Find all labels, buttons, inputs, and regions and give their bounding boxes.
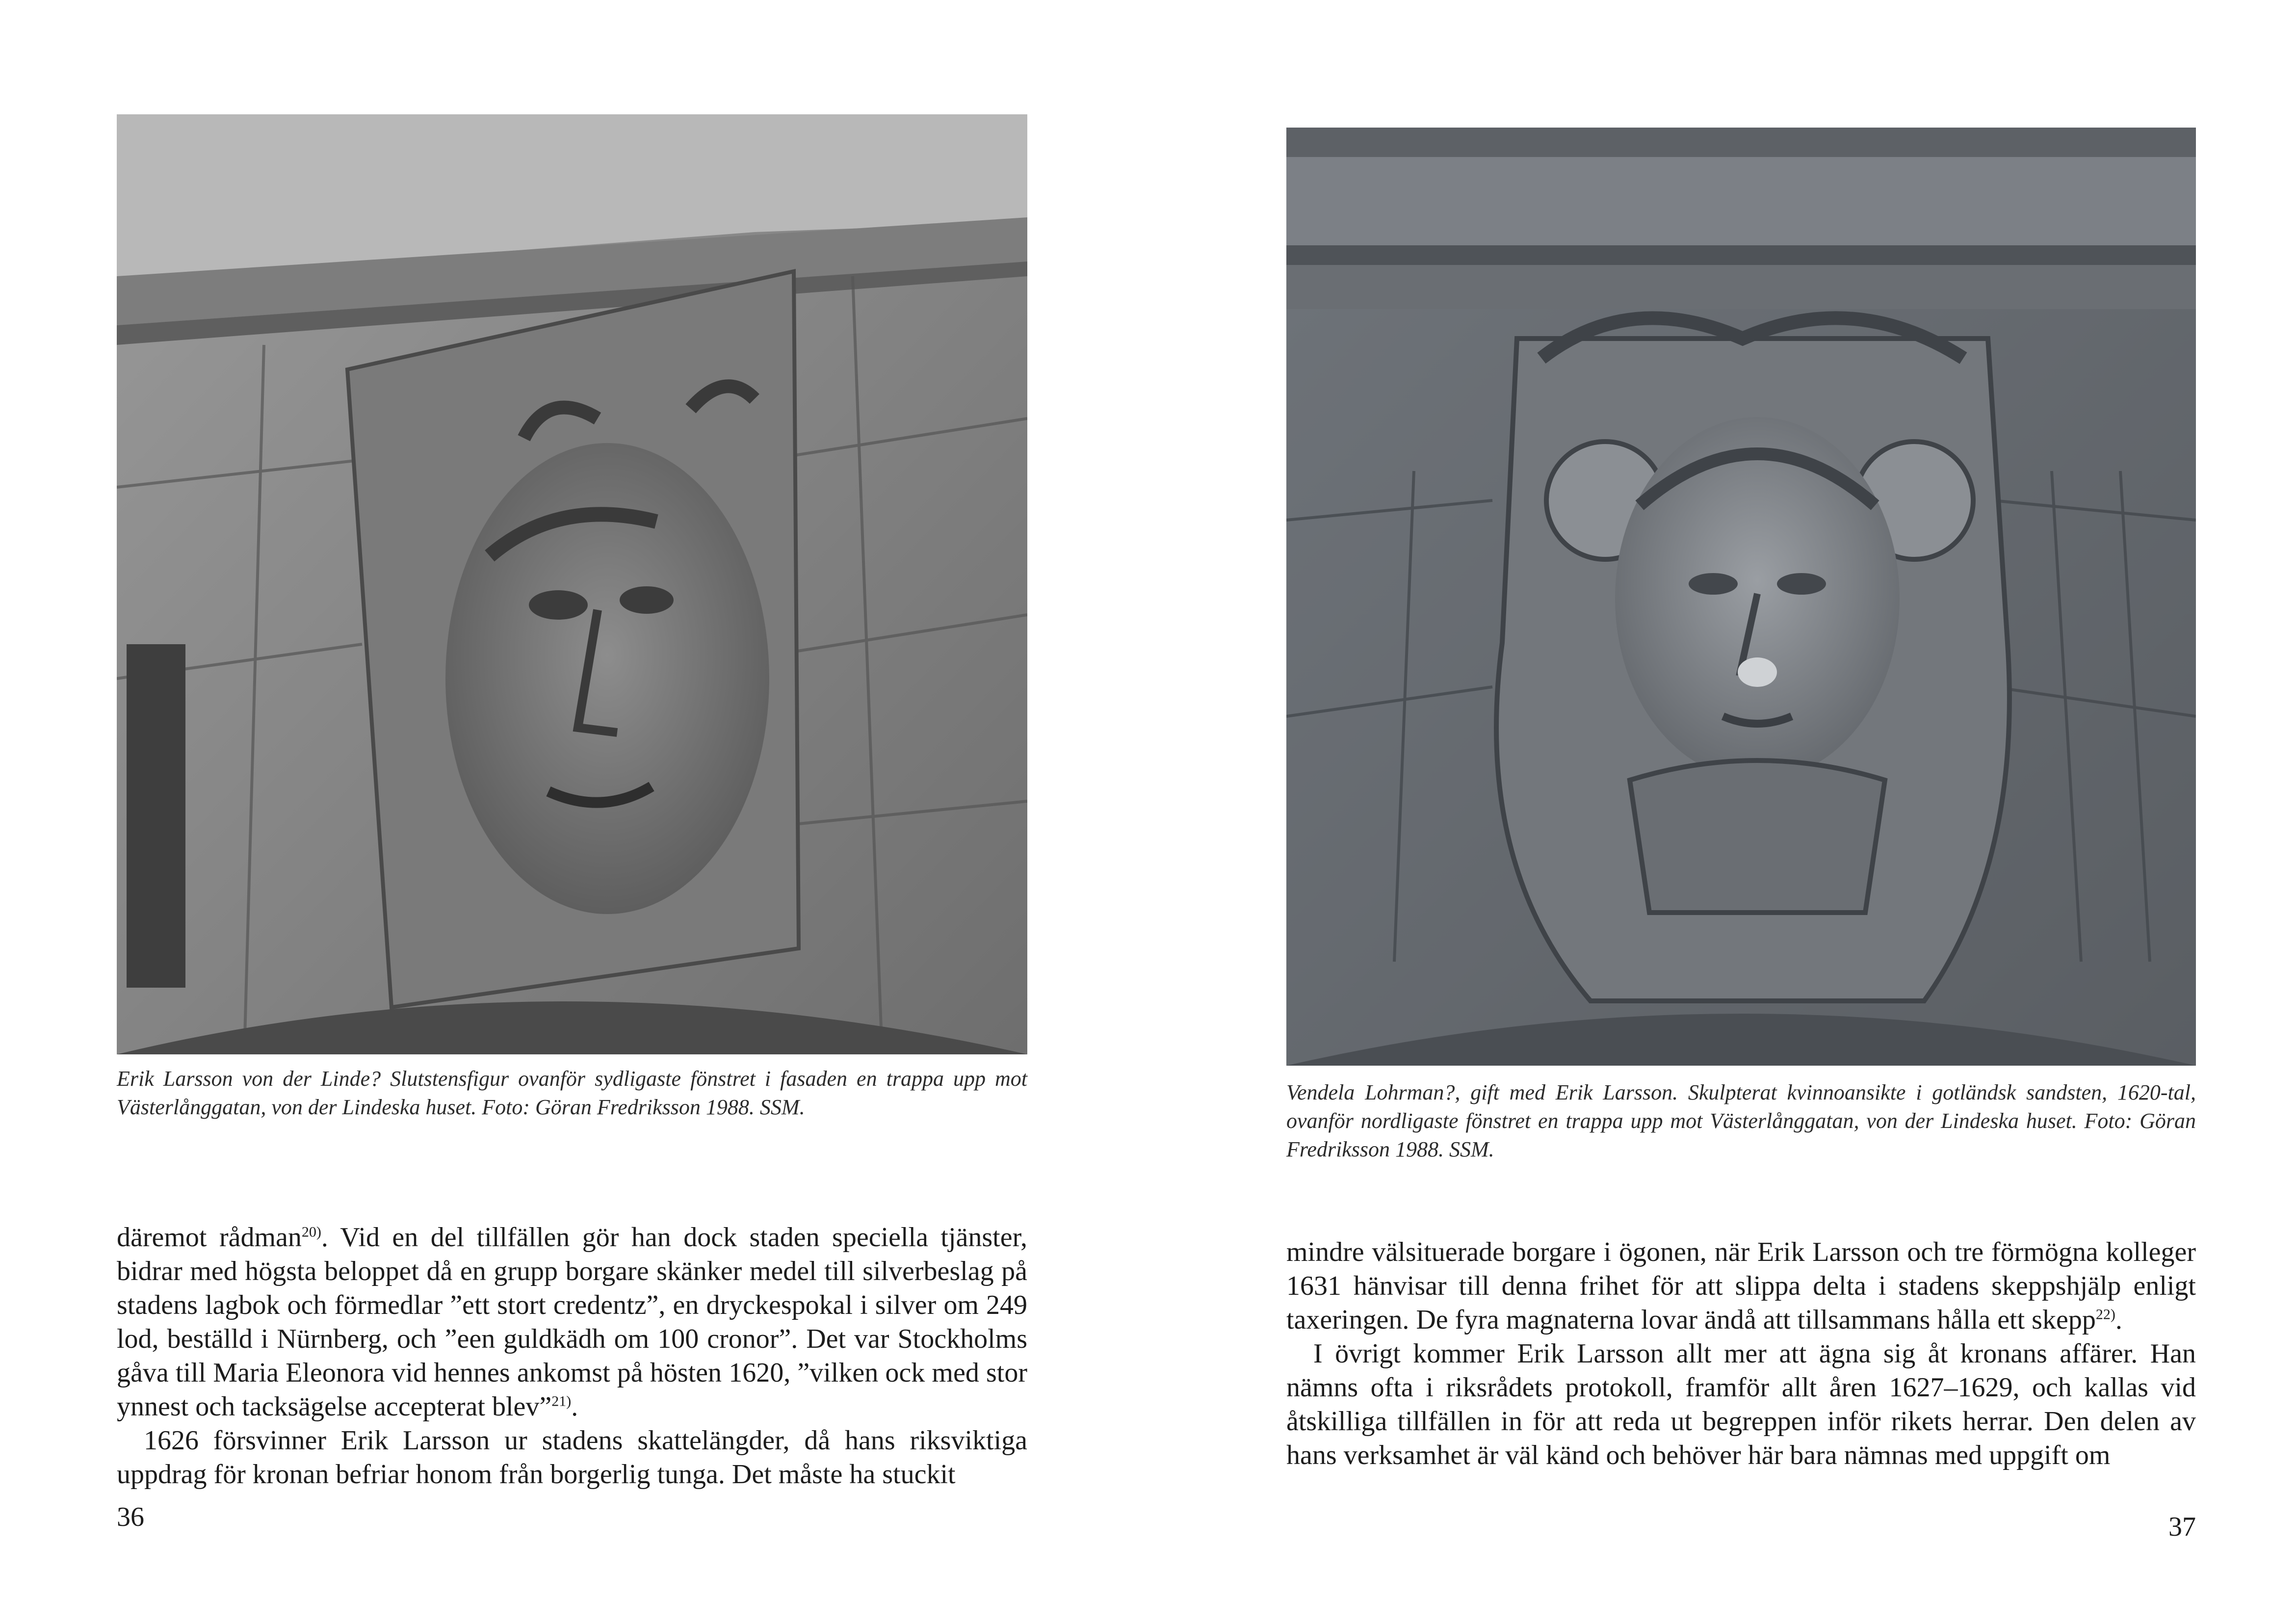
paragraph-text: .: [571, 1391, 578, 1422]
paragraph-text: mindre välsituerade borgare i ögonen, när Erik Larsson och tre förmögna kolleger 1631 hänvisar till denna frihet för att slippa delta i stadens skeppshjälp enligt taxeringen. De fyra magnaterna lovar ändå att tillsammans hålla ett skepp: [1286, 1237, 2196, 1335]
photo-keystone-male-mask: [117, 114, 1027, 1054]
photo-caption: Vendela Lohrman?, gift med Erik Larsson. Skulpterat kvinnoansikte i gotländsk sandsten, 1620-tal, ovanför nordligaste fönstret en trappa upp mot Västerlånggatan, von der Lindeska huset. Foto: Göran Fredriksson 1988. SSM.: [1286, 1080, 2196, 1161]
page-number: 37: [2168, 1512, 2196, 1542]
body-text: [1286, 1235, 2196, 1472]
paragraph: 1626 försvinner Erik Larsson ur stadens skattelängder, då hans riksviktiga uppdrag för kronan befriar honom från borgerlig tunga. Det måste ha stuckit: [117, 1425, 1027, 1490]
paragraph-text: däremot rådman: [117, 1222, 302, 1253]
paragraph: [117, 1221, 1027, 1424]
right-page: [1148, 0, 2296, 1624]
photo-caption: Erik Larsson von der Linde? Slutstensfigur ovanför sydligaste fönstret i fasaden en trappa upp mot Västerlånggatan, von der Lindeska huset. Foto: Göran Fredriksson 1988. SSM.: [117, 1067, 1027, 1119]
footnote-reference: 21): [551, 1393, 572, 1410]
body-text: [117, 1221, 1027, 1492]
footnote-reference: 20): [301, 1224, 321, 1240]
paragraph-text: . Vid en del tillfällen gör han dock staden speciella tjänster, bidrar med högsta beloppet då en grupp borgare skänker medel till silverbeslag på stadens lagbok och förmedlar ”ett stort credentz”, en dryckespokal i silver om 249 lod, beställd i Nürnberg, och ”een guldkädh om 100 cronor”. Det var Stockholms gåva till Maria Eleonora vid hennes ankomst på hösten 1620, ”vilken ock med stor ynnest och tacksägelse accepterat blev”: [117, 1222, 1027, 1422]
paragraph-text: .: [2115, 1305, 2122, 1335]
paragraph: I övrigt kommer Erik Larsson allt mer att ägna sig åt kronans affärer. Han nämns ofta i riksrådets protokoll, framför allt åren 1627–1629, och kallas vid åtskilliga tillfällen in för att reda ut begreppen inför rikets herrar. Den delen av hans verksamhet är väl känd och behöver här bara nämnas med uppgift om: [1286, 1338, 2196, 1470]
photo-keystone-female-face: [1286, 128, 2196, 1066]
footnote-reference: 22): [2095, 1306, 2115, 1323]
paragraph: [1286, 1235, 2196, 1337]
page-number: 36: [117, 1502, 144, 1532]
